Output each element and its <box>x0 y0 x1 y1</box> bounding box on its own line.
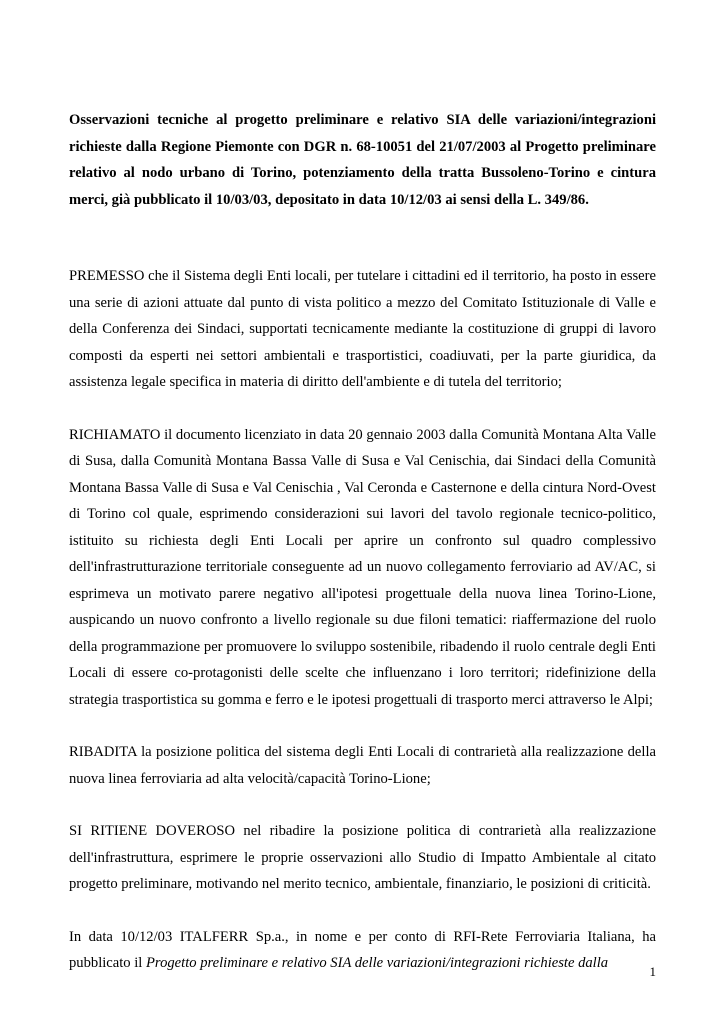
paragraph-in-data-text: In data 10/12/03 ITALFERR Sp.a., in nome e per conto di RFI-Rete Ferroviaria Italiana, ha pubblicato il <box>69 928 656 971</box>
page-number: 1 <box>649 964 656 979</box>
document-title: Osservazioni tecniche al progetto preliminare e relativo SIA delle variazioni/integrazioni richieste dalla Regione Piemonte con DGR n. 68-10051 del 21/07/2003 al Progetto preliminare relativo al nodo urbano di Torino, potenziamento della tratta Bussoleno-Torino e cintura merci, già pubblicato il 10/03/03, depositato in data 10/12/03 ai sensi della L. 349/86. <box>69 112 656 208</box>
document-body <box>69 107 656 977</box>
paragraph-premesso: PREMESSO che il Sistema degli Enti locali, per tutelare i cittadini ed il territorio, ha posto in essere una serie di azioni attuate dal punto di vista politico a mezzo del Comitato Istituzionale di Valle e della Conferenza dei Sindaci, supportati tecnicamente mediante la costituzione di gruppi di lavoro composti da esperti nei settori ambientali e trasportistici, coadiuvati, per la parte giuridica, da assistenza legale specifica in materia di diritto dell'ambiente e di tutela del territorio; <box>69 268 656 390</box>
paragraph-ribadita: RIBADITA la posizione politica del sistema degli Enti Locali di contrarietà alla realizzazione della nuova linea ferroviaria ad alta velocità/capacità Torino-Lione; <box>69 744 656 787</box>
paragraph-in-data-italic-title: Progetto preliminare e relativo SIA delle variazioni/integrazioni richieste dalla <box>146 955 609 971</box>
paragraph-in-data <box>69 924 656 977</box>
paragraph-richiamato: RICHIAMATO il documento licenziato in data 20 gennaio 2003 dalla Comunità Montana Alta Valle di Susa, dalla Comunità Montana Bassa Valle di Susa e Val Cenischia, dai Sindaci della Comunità Montana Bassa Valle di Susa e Val Cenischia , Val Ceronda e Casternone e della cintura Nord-Ovest di Torino col quale, esprimendo considerazioni sui lavori del tavolo regionale tecnico-politico, istituito su richiesta degli Enti Locali per aprire un confronto sul quadro complessivo dell'infrastrutturazione territoriale conseguente ad un nuovo collegamento ferroviario ad AV/AC, si esprimeva un motivato parere negativo all'ipotesi progettuale della nuova linea Torino-Lione, auspicando un nuovo confronto a livello regionale su due filoni tematici: riaffermazione del ruolo della programmazione per promuovere lo sviluppo sostenibile, ribadendo il ruolo centrale degli Enti Locali di essere co-protagonisti delle scelte che influenzano i loro territori; ridefinizione della strategia trasportistica su gomma e ferro e le ipotesi progettuali di trasporto merci attraverso le Alpi; <box>69 426 656 708</box>
paragraph-si-ritiene-doveroso: SI RITIENE DOVEROSO nel ribadire la posizione politica di contrarietà alla realizzazione dell'infrastruttura, esprimere le proprie osservazioni allo Studio di Impatto Ambientale al citato progetto preliminare, motivando nel merito tecnico, ambientale, finanziario, le posizioni di criticità. <box>69 823 656 892</box>
